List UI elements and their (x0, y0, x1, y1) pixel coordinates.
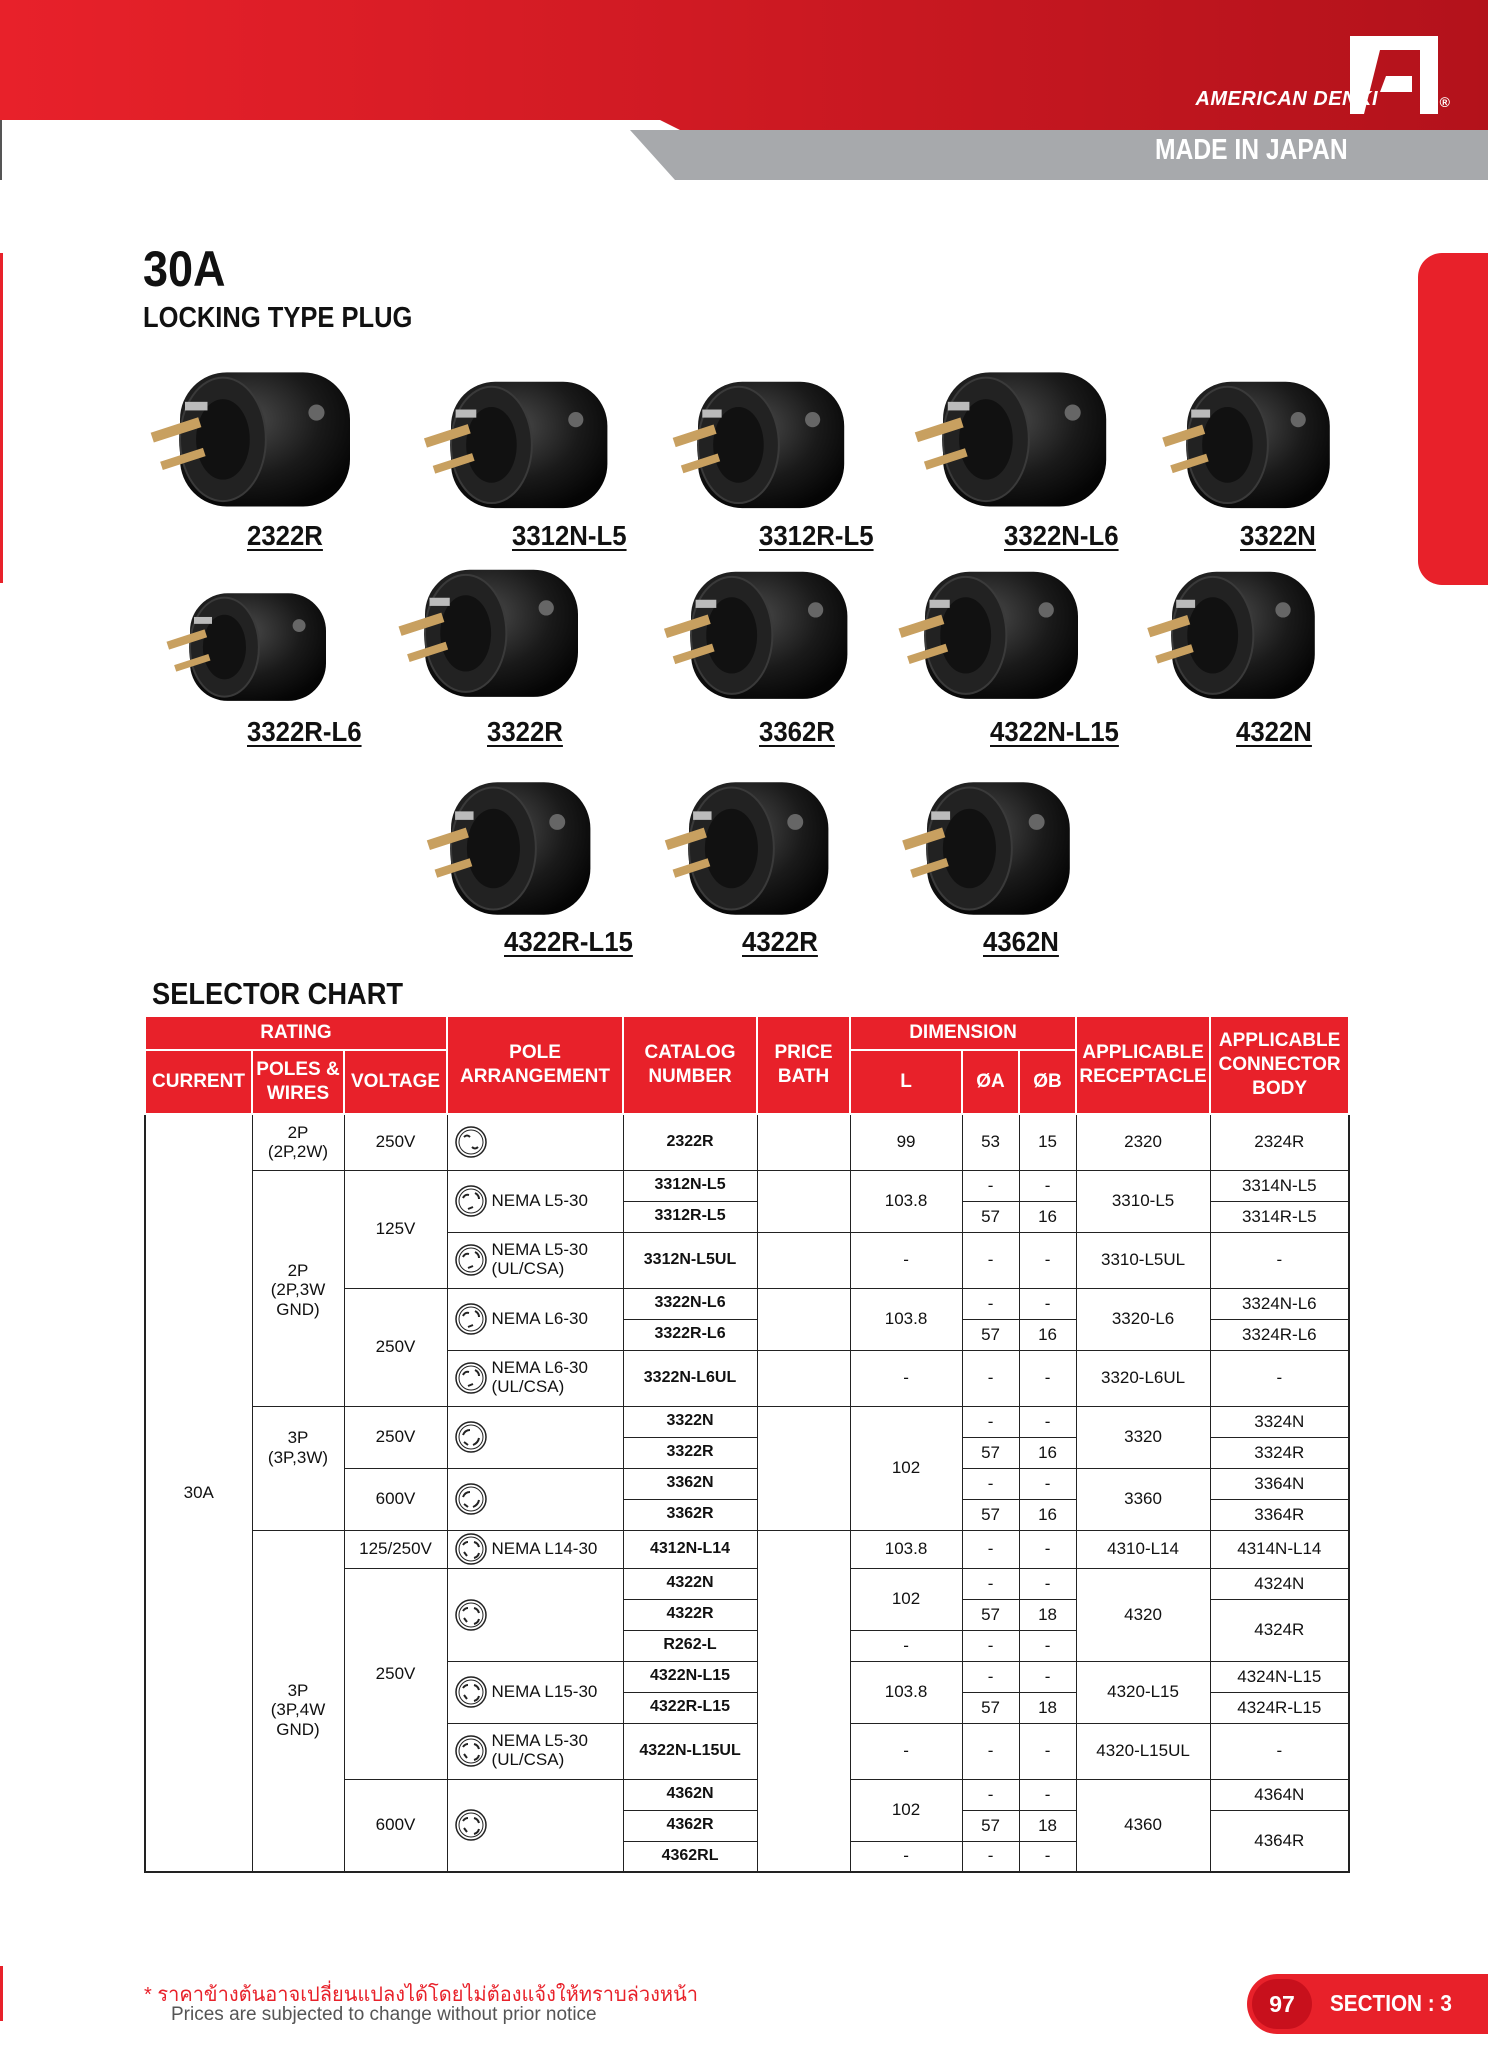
plug-image (645, 562, 875, 725)
table-row (145, 1406, 1349, 1437)
dim-a-cell: - (962, 1723, 1019, 1779)
poles-cell: 3P (3P,4W GND) (252, 1530, 344, 1872)
dimension-header: DIMENSION (850, 1016, 1076, 1050)
current-cell: 30A (145, 1114, 252, 1872)
connector-cell: 4324N-L15 (1210, 1661, 1349, 1692)
voltage-cell: 250V (344, 1568, 447, 1779)
dim-b-cell: 15 (1019, 1114, 1076, 1170)
plug-image (895, 362, 1135, 534)
poles-header: POLES & WIRES (252, 1050, 344, 1114)
table-row (145, 1114, 1349, 1170)
price-cell (757, 1114, 850, 1170)
dim-b-cell: - (1019, 1530, 1076, 1568)
section-label: SECTION : 3 (1330, 1990, 1452, 2016)
catalog-number-cell: 3362R (623, 1499, 757, 1530)
plug-image (655, 372, 870, 534)
catalog-number-cell: 4362N (623, 1779, 757, 1810)
pole-arrangement-icon (454, 1184, 488, 1218)
receptacle-cell: 3320 (1076, 1406, 1210, 1468)
pole-arrangement-cell (447, 1779, 623, 1872)
dim-a-header: ØA (962, 1050, 1019, 1114)
table-row (145, 1170, 1349, 1201)
receptacle-cell: 4310-L14 (1076, 1530, 1210, 1568)
dim-l-cell: 103.8 (850, 1288, 962, 1350)
catalog-number-cell: 4362RL (623, 1841, 757, 1872)
dim-a-cell: - (962, 1232, 1019, 1288)
nema-label: NEMA L15-30 (491, 1681, 598, 1701)
dim-a-cell: - (962, 1661, 1019, 1692)
connector-cell: 3314N-L5 (1210, 1170, 1349, 1201)
made-in-japan: MADE IN JAPAN (1155, 134, 1348, 166)
plug-image (380, 560, 605, 723)
dim-b-cell: - (1019, 1288, 1076, 1319)
product-model-label: 4362N (983, 926, 1059, 957)
receptacle-cell: 3310-L5UL (1076, 1232, 1210, 1288)
product-model-label: 4322R-L15 (504, 926, 633, 957)
dim-l-cell: - (850, 1723, 962, 1779)
dim-a-cell: - (962, 1468, 1019, 1499)
dim-b-cell: 16 (1019, 1499, 1076, 1530)
pole-arrangement-cell (447, 1661, 623, 1723)
pole-arrangement-cell (447, 1406, 623, 1468)
catalog-number-cell: 3322N-L6 (623, 1288, 757, 1319)
dim-a-cell: - (962, 1406, 1019, 1437)
connector-cell: 4364R (1210, 1810, 1349, 1872)
connector-cell: 4324N (1210, 1568, 1349, 1599)
dim-a-cell: 57 (962, 1437, 1019, 1468)
poles-cell: 2P (2P,2W) (252, 1114, 344, 1170)
nema-label: NEMA L6-30 (491, 1308, 588, 1328)
pole-arrangement-cell (447, 1170, 623, 1232)
voltage-cell: 250V (344, 1114, 447, 1170)
voltage-cell: 600V (344, 1779, 447, 1872)
pole-arrangement-icon (454, 1243, 488, 1277)
dim-b-cell: - (1019, 1568, 1076, 1599)
dim-a-cell: 57 (962, 1810, 1019, 1841)
plug-image (1130, 562, 1340, 725)
catalog-number-cell: 4322R-L15 (623, 1692, 757, 1723)
dim-b-cell: - (1019, 1630, 1076, 1661)
catalog-number-header: CATALOG NUMBER (623, 1016, 757, 1114)
connector-cell: 3324N-L6 (1210, 1288, 1349, 1319)
price-cell (757, 1170, 850, 1232)
plug-image (150, 585, 350, 723)
dim-b-cell: 16 (1019, 1201, 1076, 1232)
pole-arrangement-icon (454, 1125, 488, 1159)
receptacle-cell: 3310-L5 (1076, 1170, 1210, 1232)
connector-cell: 3364N (1210, 1468, 1349, 1499)
product-model-label: 3362R (759, 716, 835, 747)
product-model-label: 4322N (1236, 716, 1312, 747)
dim-a-cell: - (962, 1568, 1019, 1599)
nema-label: NEMA L5-30 (UL/CSA) (491, 1240, 588, 1278)
plug-image (885, 772, 1095, 942)
dim-l-cell: 102 (850, 1406, 962, 1530)
price-cell (757, 1350, 850, 1406)
plug-image (405, 372, 635, 534)
pole-arrangement-icon (454, 1532, 488, 1566)
page-subtitle: LOCKING TYPE PLUG (143, 302, 413, 334)
dim-l-cell: 102 (850, 1779, 962, 1841)
rating-header: RATING (145, 1016, 447, 1050)
dim-b-header: ØB (1019, 1050, 1076, 1114)
registered-mark: ® (1439, 94, 1450, 110)
connector-cell: 3324R (1210, 1437, 1349, 1468)
dim-b-cell: 18 (1019, 1599, 1076, 1630)
catalog-number-cell: 4322R (623, 1599, 757, 1630)
pole-arrangement-cell (447, 1114, 623, 1170)
dim-b-cell: - (1019, 1841, 1076, 1872)
catalog-number-cell: 3312N-L5 (623, 1170, 757, 1201)
dim-b-cell: - (1019, 1406, 1076, 1437)
voltage-header: VOLTAGE (344, 1050, 447, 1114)
dim-l-cell: - (850, 1841, 962, 1872)
dim-b-cell: - (1019, 1350, 1076, 1406)
dim-a-cell: - (962, 1170, 1019, 1201)
catalog-number-cell: R262-L (623, 1630, 757, 1661)
voltage-cell: 125V (344, 1170, 447, 1288)
dim-a-cell: - (962, 1841, 1019, 1872)
receptacle-cell: 4320-L15UL (1076, 1723, 1210, 1779)
plug-image (410, 772, 615, 942)
dim-l-cell: 99 (850, 1114, 962, 1170)
left-edge-mark (0, 253, 3, 583)
dim-b-cell: - (1019, 1170, 1076, 1201)
dim-a-cell: - (962, 1530, 1019, 1568)
dim-l-header: L (850, 1050, 962, 1114)
plug-image (880, 562, 1105, 725)
receptacle-cell: 3320-L6 (1076, 1288, 1210, 1350)
product-model-label: 4322N-L15 (990, 716, 1119, 747)
dim-b-cell: - (1019, 1779, 1076, 1810)
product-model-label: 3322R (487, 716, 563, 747)
dim-l-cell: 103.8 (850, 1661, 962, 1723)
receptacle-header: APPLICABLE RECEPTACLE (1076, 1016, 1210, 1114)
product-model-label: 4322R (742, 926, 818, 957)
dim-a-cell: 57 (962, 1499, 1019, 1530)
price-note-thai: * ราคาข้างต้นอาจเปลี่ยนแปลงได้โดยไม่ต้องแจ้งให้ทราบล่วงหน้า (144, 1984, 699, 2006)
catalog-number-cell: 4362R (623, 1810, 757, 1841)
dim-a-cell: - (962, 1779, 1019, 1810)
dim-l-cell: 102 (850, 1568, 962, 1630)
poles-cell: 2P (2P,3W GND) (252, 1170, 344, 1406)
catalog-number-cell: 2322R (623, 1114, 757, 1170)
left-edge-mark (0, 120, 2, 180)
receptacle-cell: 2320 (1076, 1114, 1210, 1170)
catalog-number-cell: 3322N-L6UL (623, 1350, 757, 1406)
nema-label: NEMA L6-30 (UL/CSA) (491, 1358, 588, 1396)
catalog-number-cell: 4312N-L14 (623, 1530, 757, 1568)
dim-a-cell: 57 (962, 1201, 1019, 1232)
catalog-number-cell: 3322N (623, 1406, 757, 1437)
connector-cell: - (1210, 1350, 1349, 1406)
dim-a-cell: - (962, 1350, 1019, 1406)
price-cell (757, 1530, 850, 1872)
dim-b-cell: 18 (1019, 1810, 1076, 1841)
catalog-number-cell: 4322N-L15UL (623, 1723, 757, 1779)
nema-label: NEMA L5-30 (491, 1190, 588, 1210)
pole-arrangement-cell (447, 1232, 623, 1288)
connector-cell: 4324R-L15 (1210, 1692, 1349, 1723)
pole-arrangement-cell (447, 1530, 623, 1568)
connector-cell: 3314R-L5 (1210, 1201, 1349, 1232)
catalog-number-cell: 4322N-L15 (623, 1661, 757, 1692)
dim-a-cell: 57 (962, 1692, 1019, 1723)
voltage-cell: 600V (344, 1468, 447, 1530)
product-model-label: 3322N (1240, 520, 1316, 551)
dim-l-cell: - (850, 1630, 962, 1661)
dim-b-cell: 16 (1019, 1319, 1076, 1350)
connector-cell: 4324R (1210, 1599, 1349, 1661)
plug-image (130, 362, 380, 534)
brand-name: AMERICAN DENKI (1195, 88, 1378, 110)
receptacle-cell: 4320-L15 (1076, 1661, 1210, 1723)
connector-cell: - (1210, 1723, 1349, 1779)
plug-image (1145, 372, 1355, 534)
poles-cell: 3P (3P,3W) (252, 1406, 344, 1530)
dim-a-cell: - (962, 1288, 1019, 1319)
page-number: 97 (1252, 1979, 1312, 2029)
voltage-cell: 250V (344, 1288, 447, 1406)
receptacle-cell: 4320 (1076, 1568, 1210, 1661)
connector-cell: 4314N-L14 (1210, 1530, 1349, 1568)
product-model-label: 3312N-L5 (512, 520, 627, 551)
dim-a-cell: 53 (962, 1114, 1019, 1170)
connector-cell: 4364N (1210, 1779, 1349, 1810)
price-header: PRICE BATH (757, 1016, 850, 1114)
dim-b-cell: 18 (1019, 1692, 1076, 1723)
nema-label: NEMA L5-30 (UL/CSA) (491, 1731, 588, 1769)
left-edge-mark (0, 1966, 3, 2021)
pole-arrangement-icon (454, 1420, 488, 1454)
dim-l-cell: - (850, 1232, 962, 1288)
pole-arrangement-cell (447, 1568, 623, 1661)
pole-arrangement-cell (447, 1350, 623, 1406)
price-cell (757, 1288, 850, 1350)
receptacle-cell: 3320-L6UL (1076, 1350, 1210, 1406)
plug-image (648, 772, 853, 942)
price-cell (757, 1406, 850, 1530)
dim-l-cell: 103.8 (850, 1530, 962, 1568)
dim-a-cell: - (962, 1630, 1019, 1661)
catalog-number-cell: 3322R-L6 (623, 1319, 757, 1350)
pole-arrangement-icon (454, 1598, 488, 1632)
dim-b-cell: - (1019, 1468, 1076, 1499)
connector-cell: 2324R (1210, 1114, 1349, 1170)
receptacle-cell: 4360 (1076, 1779, 1210, 1872)
catalog-number-cell: 3362N (623, 1468, 757, 1499)
connector-cell: 3364R (1210, 1499, 1349, 1530)
catalog-number-cell: 4322N (623, 1568, 757, 1599)
selector-chart-title: SELECTOR CHART (152, 976, 404, 1011)
dim-b-cell: 16 (1019, 1437, 1076, 1468)
connector-cell: 3324R-L6 (1210, 1319, 1349, 1350)
pole-arrangement-header: POLE ARRANGEMENT (447, 1016, 623, 1114)
price-cell (757, 1232, 850, 1288)
dim-b-cell: - (1019, 1661, 1076, 1692)
section-side-tab (1418, 253, 1488, 585)
catalog-number-cell: 3312N-L5UL (623, 1232, 757, 1288)
connector-cell: 3324N (1210, 1406, 1349, 1437)
dim-a-cell: 57 (962, 1319, 1019, 1350)
pole-arrangement-icon (454, 1808, 488, 1842)
connector-cell: - (1210, 1232, 1349, 1288)
price-note-english: Prices are subjected to change without prior notice (171, 2004, 597, 2025)
product-model-label: 3322N-L6 (1004, 520, 1119, 551)
dim-b-cell: - (1019, 1232, 1076, 1288)
pole-arrangement-icon (454, 1361, 488, 1395)
pole-arrangement-icon (454, 1302, 488, 1336)
selector-chart-table (144, 1015, 1350, 1873)
product-model-label: 3312R-L5 (759, 520, 874, 551)
receptacle-cell: 3360 (1076, 1468, 1210, 1530)
dim-l-cell: - (850, 1350, 962, 1406)
page-title: 30A (143, 241, 226, 297)
catalog-number-cell: 3322R (623, 1437, 757, 1468)
product-model-label: 2322R (247, 520, 323, 551)
dim-l-cell: 103.8 (850, 1170, 962, 1232)
dim-a-cell: 57 (962, 1599, 1019, 1630)
pole-arrangement-cell (447, 1723, 623, 1779)
pole-arrangement-cell (447, 1288, 623, 1350)
catalog-number-cell: 3312R-L5 (623, 1201, 757, 1232)
pole-arrangement-cell (447, 1468, 623, 1530)
nema-label: NEMA L14-30 (491, 1538, 598, 1558)
current-header: CURRENT (145, 1050, 252, 1114)
pole-arrangement-icon (454, 1482, 488, 1516)
dim-b-cell: - (1019, 1723, 1076, 1779)
product-model-label: 3322R-L6 (247, 716, 362, 747)
pole-arrangement-icon (454, 1734, 488, 1768)
voltage-cell: 125/250V (344, 1530, 447, 1568)
connector-header: APPLICABLE CONNECTOR BODY (1210, 1016, 1349, 1114)
table-row (145, 1530, 1349, 1568)
voltage-cell: 250V (344, 1406, 447, 1468)
pole-arrangement-icon (454, 1675, 488, 1709)
